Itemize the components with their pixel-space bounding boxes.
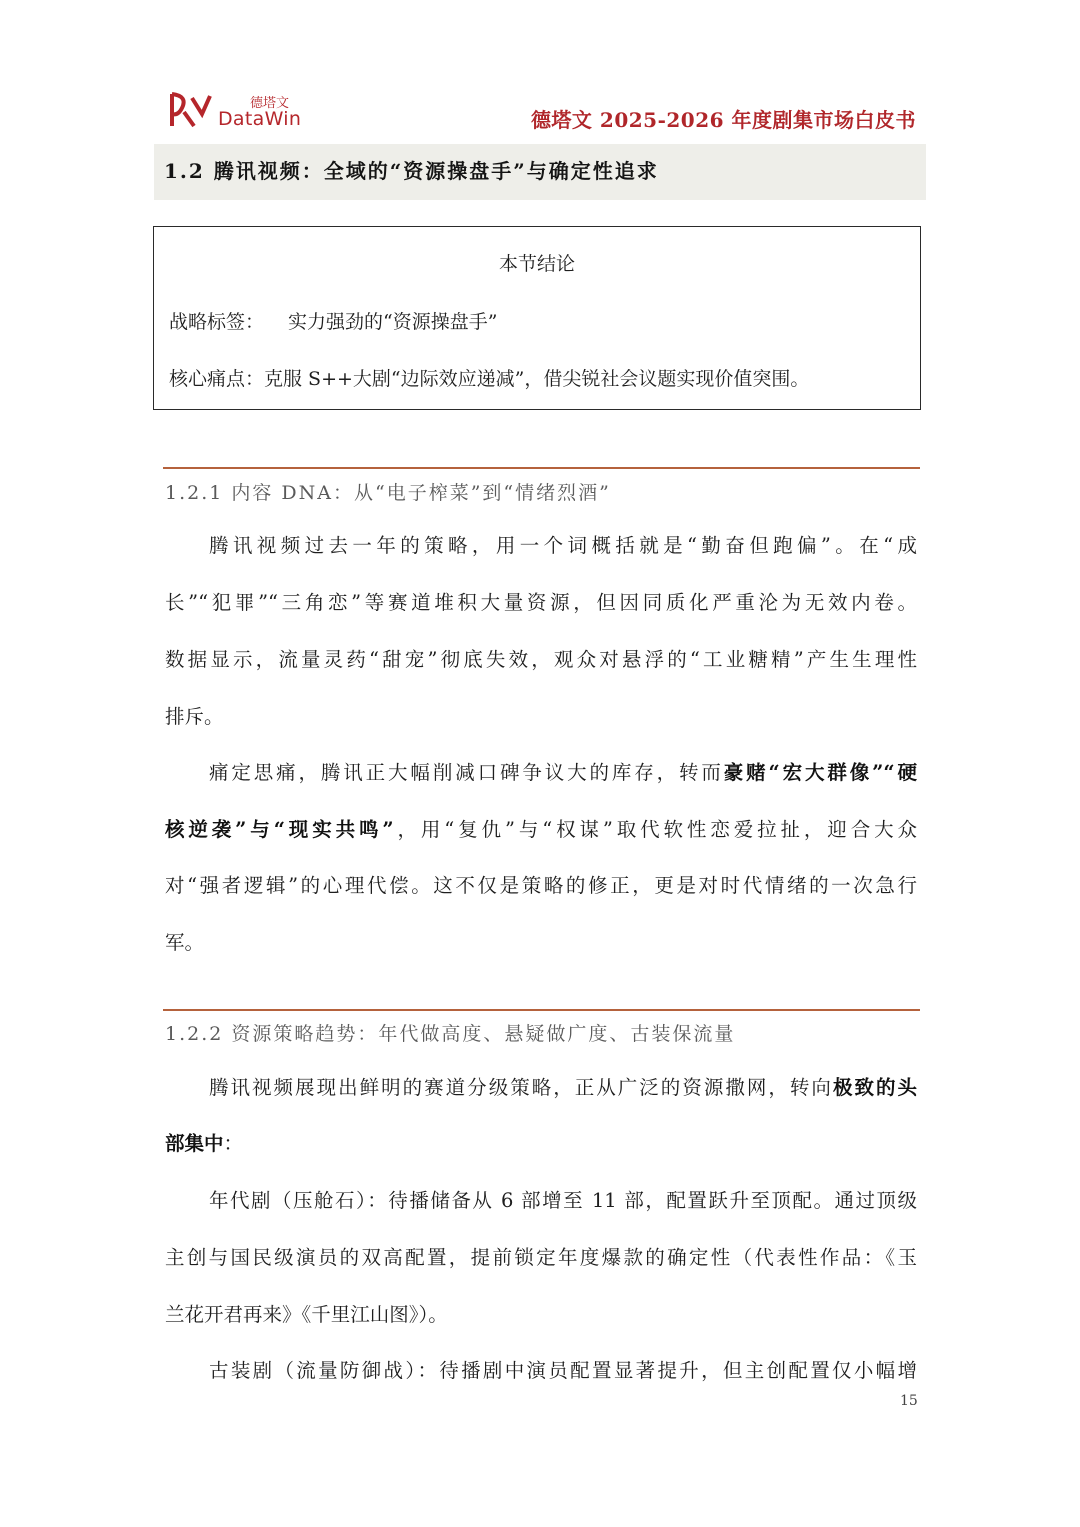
bold-text: 豪赌“宏大群像”“硬 — [723, 761, 917, 784]
logo-cn-text: 德塔文 — [250, 96, 290, 111]
conclusion-heading: 本节结论 — [498, 253, 575, 275]
datawin-logo — [168, 88, 308, 136]
bold-text: 部集中 — [165, 1132, 224, 1155]
logo-en-text: DataWin — [218, 108, 302, 130]
paragraph-text: ，用“复仇”与“权谋”取代软性恋爱拉扯，迎合大众 — [393, 818, 917, 841]
paragraph-text: 腾讯视频展现出鲜明的赛道分级策略，正从广泛的资源撒网，转向 — [209, 1076, 833, 1099]
paragraph-line — [165, 1130, 917, 1158]
pain-point-row — [169, 364, 809, 391]
strategy-value: 实力强劲的“资源操盘手” — [288, 311, 498, 333]
page-number: 15 — [900, 1393, 918, 1409]
bold-text: 极致的头 — [832, 1076, 917, 1099]
paragraph-line: 对“强者逻辑”的心理代偿。这不仅是策略的修正，更是对时代情绪的一次急行 — [165, 874, 917, 897]
subsection-divider — [163, 467, 920, 469]
conclusion-box — [153, 226, 921, 410]
paragraph-line: 古装剧（流量防御战）：待播剧中演员配置显著提升，但主创配置仅小幅增 — [209, 1359, 917, 1382]
paragraph-text: 痛定思痛，腾讯正大幅削减口碑争议大的库存，转而 — [209, 761, 724, 784]
section-title: 1.2 腾讯视频：全域的“资源操盘手”与确定性追求 — [164, 159, 659, 183]
paragraph-line: 腾讯视频过去一年的策略，用一个词概括就是“勤奋但跑偏”。在“成 — [209, 534, 917, 557]
pain-point-value: 克服 S++大剧“边际效应递减”，借尖锐社会议题实现价值突围。 — [264, 368, 810, 390]
strategy-label: 战略标签： — [169, 311, 265, 333]
paragraph-text: ： — [223, 1132, 244, 1155]
paragraph-line: 军。 — [165, 931, 205, 954]
paragraph-line: 兰花开君再来》《千里江山图》）。 — [165, 1303, 448, 1326]
section-title-bar — [154, 144, 926, 200]
bold-text: 核逆袭”与“现实共鸣” — [165, 818, 394, 841]
paragraph-line: 年代剧（压舱石）：待播储备从 6 部增至 11 部，配置跃升至顶配。通过顶级 — [209, 1189, 917, 1212]
paragraph-line: 主创与国民级演员的双高配置，提前锁定年度爆款的确定性（代表性作品：《玉 — [165, 1246, 917, 1269]
paragraph-line — [165, 816, 917, 844]
document-title: 德塔文 2025-2026 年度剧集市场白皮书 — [530, 108, 916, 132]
subsection-title-1-2-1: 1.2.1 内容 DNA：从“电子榨菜”到“情绪烈酒” — [165, 482, 611, 504]
datawin-logo-mark-icon — [168, 88, 214, 132]
paragraph-line: 数据显示，流量灵药“甜宠”彻底失效，观众对悬浮的“工业糖精”产生生理性 — [165, 648, 917, 671]
paragraph-line — [209, 759, 917, 787]
pain-point-label: 核心痛点： — [169, 368, 265, 390]
paragraph-line: 长”“犯罪”“三角恋”等赛道堆积大量资源，但因同质化严重沦为无效内卷。 — [165, 591, 917, 614]
subsection-title-1-2-2: 1.2.2 资源策略趋势：年代做高度、悬疑做广度、古装保流量 — [165, 1023, 736, 1045]
paragraph-line — [209, 1074, 917, 1102]
subsection-divider — [163, 1009, 920, 1011]
paragraph-line: 排斥。 — [165, 705, 224, 728]
strategy-row — [169, 307, 497, 334]
